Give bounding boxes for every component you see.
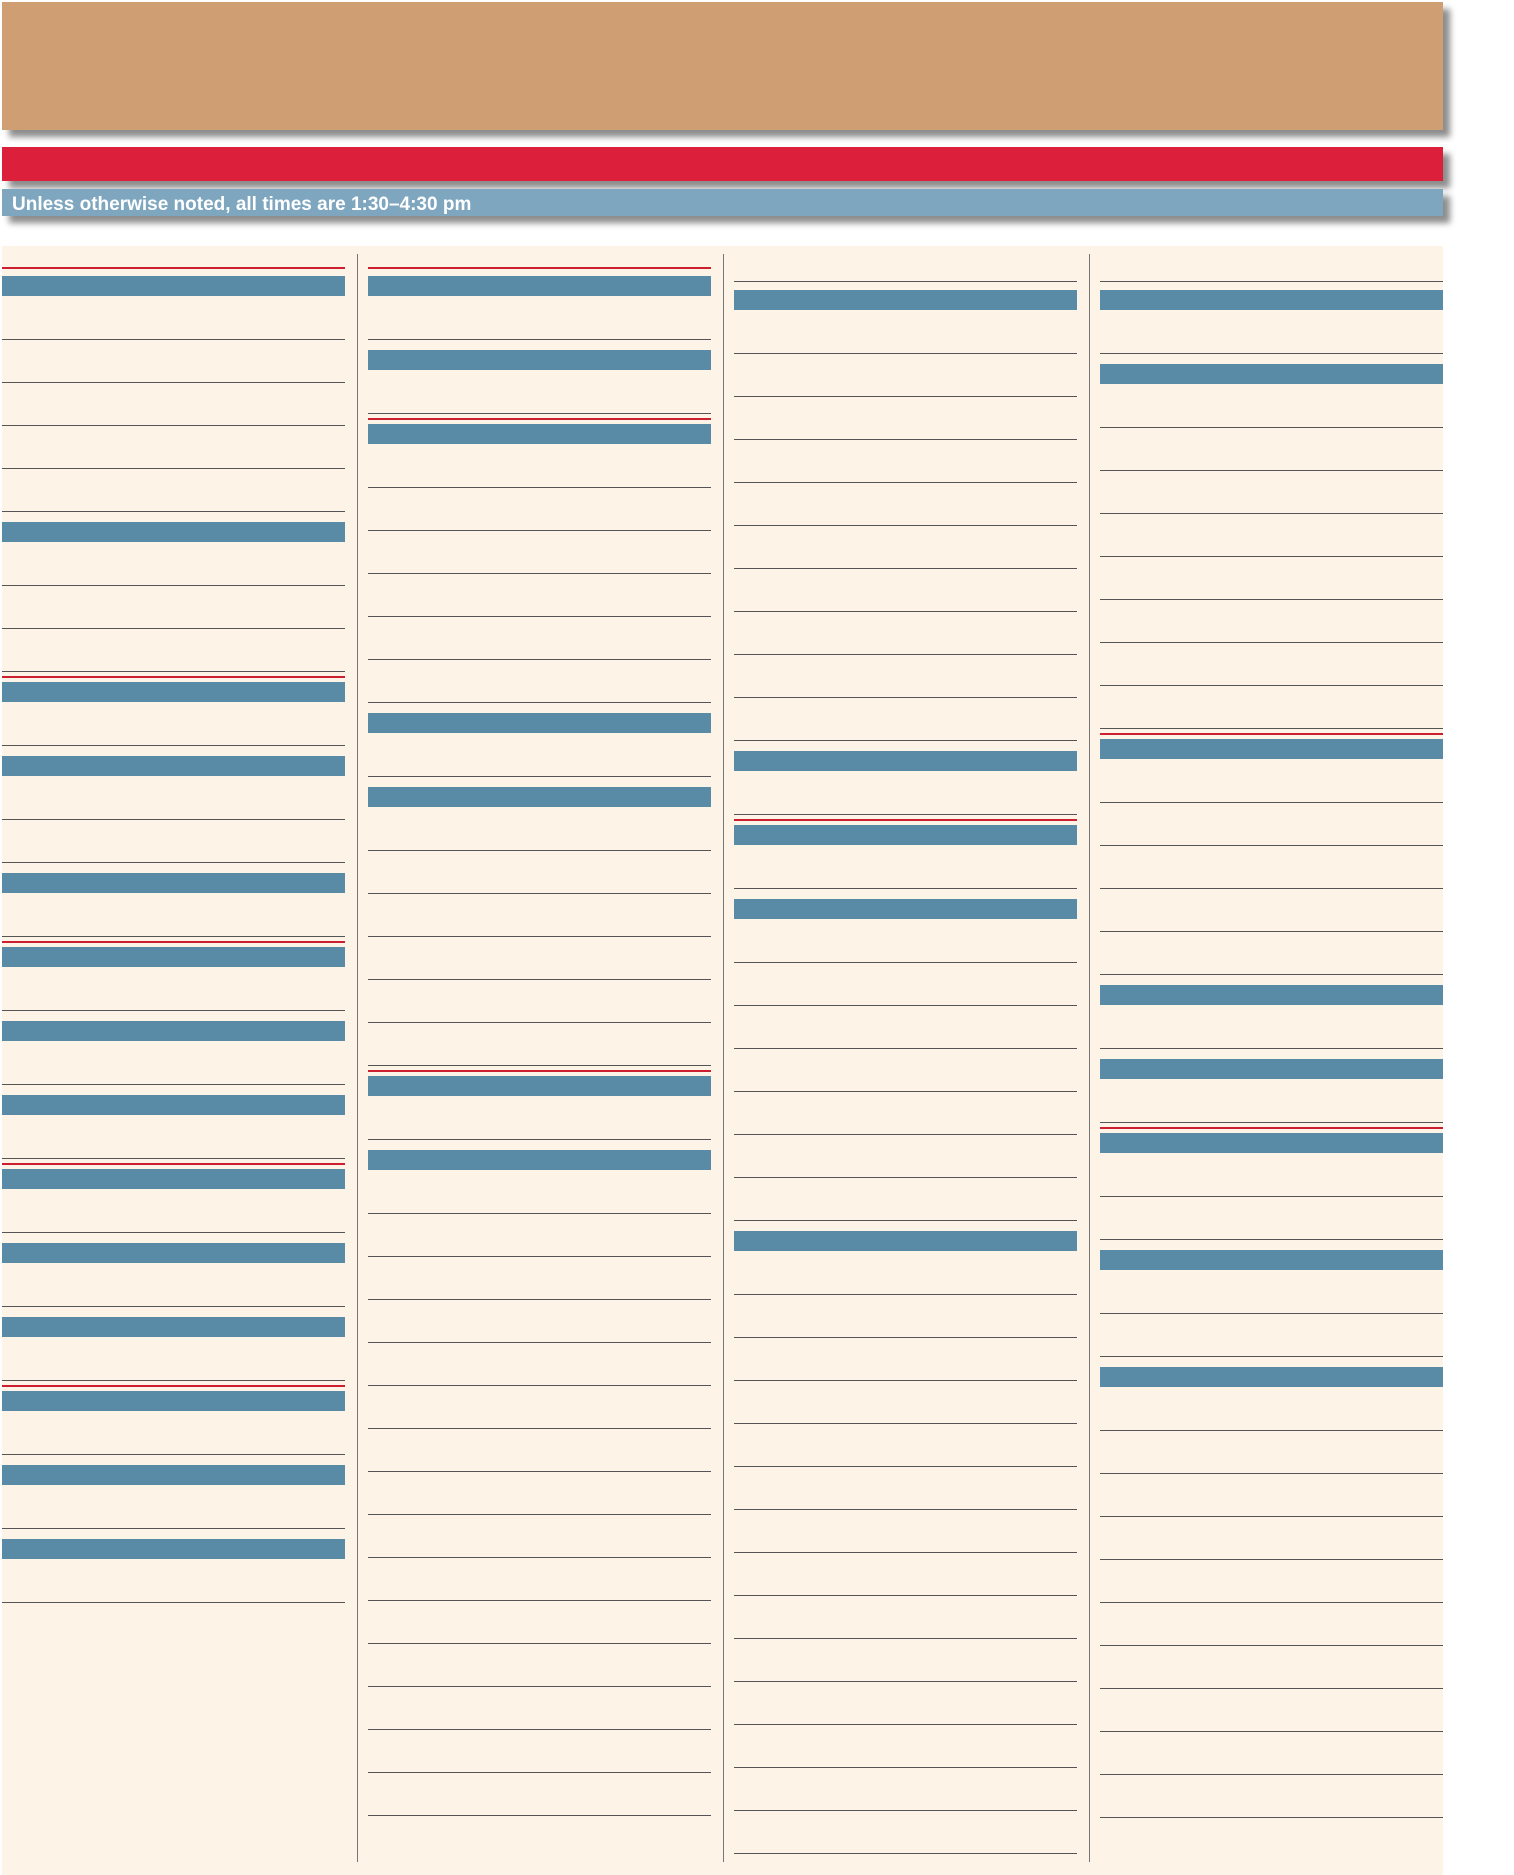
- section-header: [2, 1539, 345, 1559]
- row-rule: [1100, 728, 1443, 729]
- row-rule: [1100, 642, 1443, 643]
- row-rule: [368, 530, 711, 531]
- row-rule: [2, 1454, 345, 1455]
- section-header: [2, 1095, 345, 1115]
- accent-rule: [368, 1070, 711, 1072]
- section-header: [2, 1243, 345, 1263]
- section-header: [1100, 1133, 1443, 1153]
- row-rule: [734, 1638, 1077, 1639]
- row-rule: [368, 616, 711, 617]
- red-band: [2, 147, 1443, 181]
- row-rule: [368, 1299, 711, 1300]
- row-rule: [2, 628, 345, 629]
- row-rule: [2, 468, 345, 469]
- row-rule: [368, 1514, 711, 1515]
- column-divider: [357, 254, 358, 1862]
- section-header: [2, 947, 345, 967]
- row-rule: [1100, 1731, 1443, 1732]
- row-rule: [368, 1342, 711, 1343]
- section-header: [2, 1465, 345, 1485]
- row-rule: [734, 1177, 1077, 1178]
- row-rule: [368, 1686, 711, 1687]
- row-rule: [734, 568, 1077, 569]
- row-rule: [734, 611, 1077, 612]
- section-header: [734, 899, 1077, 919]
- row-rule: [1100, 1516, 1443, 1517]
- section-header: [368, 424, 711, 444]
- accent-rule: [1100, 1127, 1443, 1129]
- row-rule: [368, 776, 711, 777]
- row-rule: [368, 702, 711, 703]
- row-rule: [734, 1220, 1077, 1221]
- row-rule: [1100, 1122, 1443, 1123]
- row-rule: [734, 740, 1077, 741]
- row-rule: [1100, 1313, 1443, 1314]
- row-rule: [2, 671, 345, 672]
- row-rule: [1100, 1559, 1443, 1560]
- section-header: [2, 1391, 345, 1411]
- row-rule: [734, 1853, 1077, 1854]
- row-rule: [2, 862, 345, 863]
- section-header: [368, 276, 711, 296]
- row-rule: [734, 439, 1077, 440]
- row-rule: [734, 525, 1077, 526]
- row-rule: [734, 1134, 1077, 1135]
- row-rule: [734, 1048, 1077, 1049]
- section-header: [1100, 985, 1443, 1005]
- row-rule: [368, 1600, 711, 1601]
- row-rule: [1100, 1473, 1443, 1474]
- row-rule: [1100, 845, 1443, 846]
- accent-rule: [2, 941, 345, 943]
- row-rule: [368, 339, 711, 340]
- row-rule: [734, 814, 1077, 815]
- row-rule: [734, 1767, 1077, 1768]
- row-rule: [368, 1065, 711, 1066]
- row-rule: [368, 936, 711, 937]
- row-rule: [368, 487, 711, 488]
- row-rule: [1100, 802, 1443, 803]
- section-header: [734, 1231, 1077, 1251]
- row-rule: [2, 585, 345, 586]
- row-rule: [1100, 353, 1443, 354]
- row-rule: [734, 1466, 1077, 1467]
- row-rule: [2, 1010, 345, 1011]
- row-rule: [1100, 685, 1443, 686]
- accent-rule: [2, 267, 345, 269]
- section-header: [1100, 290, 1443, 310]
- row-rule: [2, 382, 345, 383]
- section-header: [368, 787, 711, 807]
- row-rule: [734, 482, 1077, 483]
- row-rule: [734, 1724, 1077, 1725]
- row-rule: [368, 1815, 711, 1816]
- row-rule: [368, 1428, 711, 1429]
- row-rule: [734, 396, 1077, 397]
- row-rule: [734, 1005, 1077, 1006]
- row-rule: [368, 1385, 711, 1386]
- accent-rule: [2, 1163, 345, 1165]
- row-rule: [734, 1810, 1077, 1811]
- row-rule: [1100, 1356, 1443, 1357]
- row-rule: [2, 936, 345, 937]
- info-band: [2, 189, 1443, 216]
- row-rule: [734, 1423, 1077, 1424]
- row-rule: [368, 850, 711, 851]
- row-rule: [2, 511, 345, 512]
- row-rule: [368, 1729, 711, 1730]
- row-rule: [734, 654, 1077, 655]
- row-rule: [1100, 513, 1443, 514]
- row-rule: [2, 339, 345, 340]
- row-rule: [368, 413, 711, 414]
- row-rule: [734, 697, 1077, 698]
- row-rule: [734, 1681, 1077, 1682]
- section-header: [368, 1076, 711, 1096]
- row-rule: [368, 1471, 711, 1472]
- row-rule: [368, 979, 711, 980]
- row-rule: [1100, 1239, 1443, 1240]
- row-rule: [734, 1294, 1077, 1295]
- row-rule: [2, 1380, 345, 1381]
- section-header: [368, 713, 711, 733]
- row-rule: [368, 1643, 711, 1644]
- row-rule: [368, 1256, 711, 1257]
- row-rule: [368, 893, 711, 894]
- section-header: [734, 751, 1077, 771]
- row-rule: [734, 281, 1077, 282]
- row-rule: [1100, 281, 1443, 282]
- section-header: [2, 873, 345, 893]
- row-rule: [1100, 1817, 1443, 1818]
- row-rule: [368, 659, 711, 660]
- row-rule: [2, 819, 345, 820]
- row-rule: [734, 353, 1077, 354]
- row-rule: [2, 1528, 345, 1529]
- row-rule: [368, 573, 711, 574]
- section-header: [2, 756, 345, 776]
- section-header: [1100, 364, 1443, 384]
- row-rule: [1100, 974, 1443, 975]
- row-rule: [1100, 888, 1443, 889]
- section-header: [2, 522, 345, 542]
- row-rule: [734, 962, 1077, 963]
- row-rule: [1100, 1774, 1443, 1775]
- row-rule: [1100, 1196, 1443, 1197]
- row-rule: [1100, 1602, 1443, 1603]
- accent-rule: [734, 819, 1077, 821]
- row-rule: [368, 1772, 711, 1773]
- row-rule: [734, 1552, 1077, 1553]
- section-header: [2, 1169, 345, 1189]
- accent-rule: [2, 1385, 345, 1387]
- row-rule: [1100, 1430, 1443, 1431]
- row-rule: [2, 1084, 345, 1085]
- row-rule: [734, 1380, 1077, 1381]
- column-divider: [723, 254, 724, 1862]
- section-header: [734, 825, 1077, 845]
- row-rule: [1100, 1688, 1443, 1689]
- section-header: [1100, 1059, 1443, 1079]
- section-header: [368, 350, 711, 370]
- accent-rule: [2, 676, 345, 678]
- row-rule: [734, 888, 1077, 889]
- section-header: [2, 682, 345, 702]
- section-header: [1100, 739, 1443, 759]
- row-rule: [368, 1139, 711, 1140]
- section-header: [2, 1021, 345, 1041]
- row-rule: [2, 425, 345, 426]
- row-rule: [734, 1091, 1077, 1092]
- section-header: [2, 1317, 345, 1337]
- row-rule: [1100, 556, 1443, 557]
- row-rule: [2, 1602, 345, 1603]
- row-rule: [1100, 427, 1443, 428]
- row-rule: [1100, 1048, 1443, 1049]
- row-rule: [2, 1306, 345, 1307]
- section-header: [2, 276, 345, 296]
- title-band: [2, 2, 1443, 130]
- row-rule: [1100, 599, 1443, 600]
- section-header: [1100, 1367, 1443, 1387]
- row-rule: [1100, 1645, 1443, 1646]
- section-header: [368, 1150, 711, 1170]
- column-divider: [1089, 254, 1090, 1862]
- row-rule: [2, 745, 345, 746]
- row-rule: [1100, 931, 1443, 932]
- accent-rule: [368, 418, 711, 420]
- row-rule: [368, 1213, 711, 1214]
- section-header: [1100, 1250, 1443, 1270]
- schedule-note: Unless otherwise noted, all times are 1:30–4:30 pm: [12, 194, 472, 215]
- section-header: [734, 290, 1077, 310]
- row-rule: [734, 1595, 1077, 1596]
- row-rule: [1100, 470, 1443, 471]
- accent-rule: [368, 267, 711, 269]
- row-rule: [734, 1337, 1077, 1338]
- row-rule: [368, 1022, 711, 1023]
- row-rule: [2, 1232, 345, 1233]
- row-rule: [2, 1158, 345, 1159]
- accent-rule: [1100, 733, 1443, 735]
- row-rule: [734, 1509, 1077, 1510]
- row-rule: [368, 1557, 711, 1558]
